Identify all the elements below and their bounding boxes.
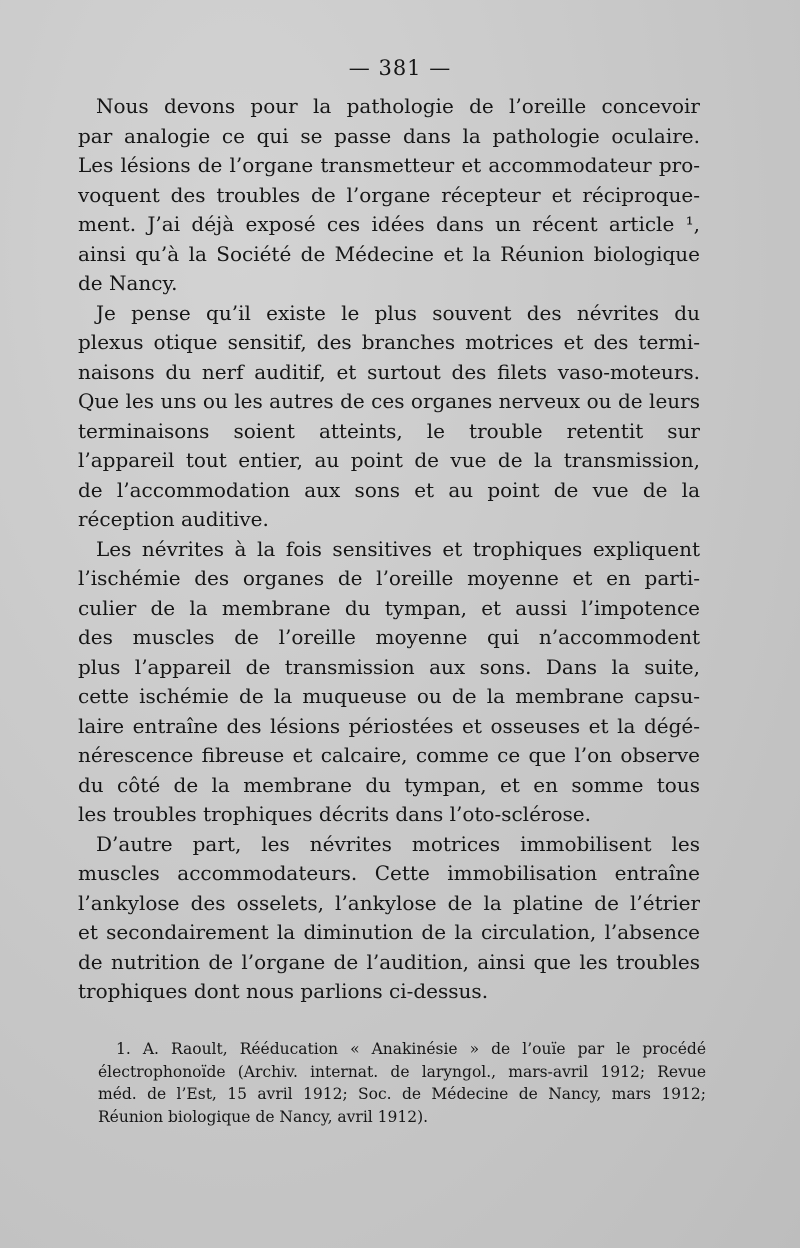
text-line: de nutrition de l’organe de l’audition, ainsi que les troubles (78, 949, 700, 974)
paragraph-2 (78, 299, 700, 535)
text-line: Les névrites à la fois sensitives et trophiques expliquent (96, 536, 700, 561)
text-line: l’ankylose des osselets, l’ankylose de la platine de l’étrier (78, 890, 700, 915)
text-line: trophiques dont nous parlions ci-dessus. (78, 979, 489, 1003)
paragraph-1 (78, 92, 700, 299)
footnote-line: méd. de l’Est, 15 avril 1912; Soc. de Médecine de Nancy, mars 1912; (98, 1085, 706, 1103)
text-line: des muscles de l’oreille moyenne qui n’accommodent (78, 625, 700, 649)
text-line: de Nancy. (78, 271, 178, 295)
text-line: plexus otique sensitif, des branches motrices et des termi- (78, 330, 700, 354)
text-line: les troubles trophiques décrits dans l’oto-sclérose. (78, 802, 591, 826)
text-line: naisons du nerf auditif, et surtout des filets vaso-moteurs. (78, 359, 700, 384)
text-line: réception auditive. (78, 507, 269, 531)
text-line: par analogie ce qui se passe dans la pathologie oculaire. (78, 123, 700, 148)
text-line: laire entraîne des lésions périostées et osseuses et la dégé- (78, 713, 700, 738)
text-line: l’ischémie des organes de l’oreille moyenne et en parti- (78, 566, 700, 590)
text-line: Je pense qu’il existe le plus souvent des névrites du (96, 300, 700, 325)
text-line: voquent des troubles de l’organe récepteur et réciproque- (78, 182, 700, 207)
text-line: ainsi qu’à la Société de Médecine et la Réunion biologique (78, 241, 700, 266)
text-line: Que les uns ou les autres de ces organes nerveux ou de leurs (78, 389, 700, 413)
text-line: ment. J’ai déjà exposé ces idées dans un récent article ¹, (78, 212, 700, 236)
body-text (78, 92, 700, 1007)
text-line: terminaisons soient atteints, le trouble retentit sur (78, 418, 700, 443)
text-line: culier de la membrane du tympan, et aussi l’impotence (78, 595, 700, 620)
text-line: Les lésions de l’organe transmetteur et accommodateur pro- (78, 153, 700, 177)
text-line: Nous devons pour la pathologie de l’oreille concevoir (96, 94, 700, 118)
footnote-line: électrophonoïde (Archiv. internat. de laryngol., mars-avril 1912; Revue (98, 1062, 706, 1081)
text-line: de l’accommodation aux sons et au point de vue de la (78, 477, 700, 502)
text-line: et secondairement la diminution de la circulation, l’absence (78, 920, 700, 944)
text-line: du côté de la membrane du tympan, et en somme tous (78, 772, 700, 797)
footnote-line: 1. A. Raoult, Rééducation « Anakinésie » de l’ouïe par le procédé (116, 1040, 706, 1058)
paragraph-4 (78, 830, 700, 1007)
text-line: nérescence fibreuse et calcaire, comme ce que l’on observe (78, 743, 700, 767)
text-line: plus l’appareil de transmission aux sons. Dans la suite, (78, 654, 700, 679)
page-number: — 381 — (348, 56, 452, 80)
text-line: cette ischémie de la muqueuse ou de la membrane capsu- (78, 684, 700, 708)
paragraph-3 (78, 535, 700, 830)
text-line: D’autre part, les névrites motrices immobilisent les (96, 831, 700, 856)
text-line: l’appareil tout entier, au point de vue de la transmission, (78, 448, 700, 472)
text-line: muscles accommodateurs. Cette immobilisation entraîne (78, 861, 700, 885)
footnote (98, 1038, 706, 1128)
footnote-line: Réunion biologique de Nancy, avril 1912). (98, 1107, 429, 1126)
